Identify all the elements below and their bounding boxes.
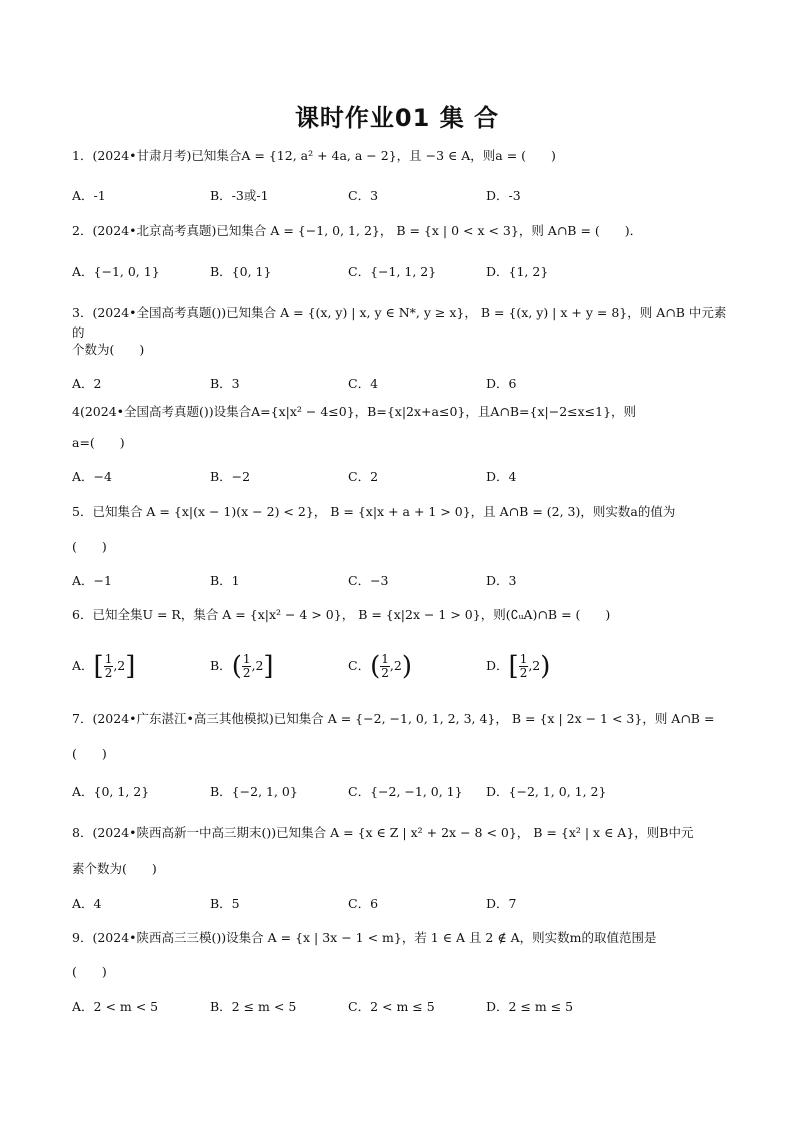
option-b: B．{0, 1} (210, 264, 272, 279)
option-d (486, 644, 550, 688)
option-b: B．3 (210, 376, 240, 391)
option-a: A．{−1, 0, 1} (72, 264, 160, 279)
question-4-stem: 4(2024•全国高考真题())设集合A={x|x² − 4≤0}，B={x|2x+a≤0}，且A∩B={x|−2≤x≤1}，则 (72, 404, 637, 419)
bracket-open: ( (370, 651, 381, 682)
numerator: 1 (381, 652, 389, 666)
bracket-close: ] (263, 651, 274, 682)
question-2-options (72, 262, 732, 284)
question-1-options (72, 186, 732, 208)
option-c: C．3 (348, 188, 379, 203)
numerator: 1 (519, 652, 528, 666)
fraction (380, 653, 390, 680)
question-1-stem: 1．(2024•甘肃月考)已知集合A = {12, a² + 4a, a − 2}，且 −3 ∈ A，则a = ( ) (72, 148, 556, 163)
option-d: D．7 (486, 896, 517, 911)
question-3-stem-cont: 个数为( ) (72, 342, 145, 357)
fraction (519, 653, 529, 680)
question-2-stem: 2．(2024•北京高考真题)已知集合 A = {−1, 0, 1, 2}， B = {x | 0 < x < 3}，则 A∩B = ( )． (72, 223, 643, 238)
option-b: B．2 ≤ m < 5 (210, 999, 297, 1014)
question-7-stem-cont: ( ) (72, 746, 107, 761)
page-title: 课时作业01 集 合 (294, 104, 500, 132)
question-6-stem: 6．已知全集U = R，集合 A = {x|x² − 4 > 0}， B = {x|2x − 1 > 0}，则(∁ᵤA)∩B = ( ) (72, 607, 611, 622)
question-8-stem-cont: 素个数为( ) (72, 861, 157, 876)
denominator: 2 (104, 666, 113, 680)
option-rest: ,2 (528, 658, 541, 673)
option-d: D．4 (486, 469, 517, 484)
numerator: 1 (242, 652, 251, 666)
bracket-close: ) (401, 651, 412, 682)
question-5-options (72, 571, 732, 593)
option-c: C．2 < m ≤ 5 (348, 999, 435, 1014)
option-letter: A． (72, 658, 94, 673)
option-b: B．{−2, 1, 0} (210, 784, 298, 799)
denominator: 2 (381, 666, 389, 680)
option-rest: ,2 (251, 658, 264, 673)
option-a: A．4 (72, 896, 102, 911)
option-a (72, 644, 135, 688)
question-9-options (72, 997, 732, 1019)
option-b: B．1 (210, 573, 240, 588)
question-4-stem-cont: a=( ) (72, 435, 125, 450)
question-7-options (72, 782, 732, 804)
numerator: 1 (104, 652, 113, 666)
option-d: D．2 ≤ m ≤ 5 (486, 999, 574, 1014)
question-6-options (72, 644, 732, 688)
option-letter: C． (348, 658, 371, 673)
option-rest: ,2 (389, 658, 402, 673)
question-8-options (72, 894, 732, 916)
option-b: B．-3或-1 (210, 188, 269, 203)
bracket-open: ( (231, 651, 242, 682)
option-b: B．−2 (210, 469, 251, 484)
question-9-stem-cont: ( ) (72, 964, 107, 979)
question-3-stem: 3．(2024•全国高考真题())已知集合 A = {(x, y) | x, y ∈ N*, y ≥ x}， B = {(x, y) | x + y = 8}，则 A∩B 中元素的 (72, 305, 727, 340)
option-d: D．{−2, 1, 0, 1, 2} (486, 784, 607, 799)
option-b: B．5 (210, 896, 240, 911)
option-d: D．-3 (486, 188, 521, 203)
option-a: A．2 (72, 376, 102, 391)
question-9-stem: 9．(2024•陕西高三三模())设集合 A = {x | 3x − 1 < m}，若 1 ∈ A 且 2 ∉ A，则实数m的取值范围是 (72, 930, 657, 945)
option-c: C．{−2, −1, 0, 1} (348, 784, 463, 799)
option-a: A．-1 (72, 188, 106, 203)
option-a: A．−1 (72, 573, 112, 588)
option-a: A．{0, 1, 2} (72, 784, 150, 799)
option-d: D．6 (486, 376, 517, 391)
question-4-options (72, 467, 732, 489)
option-d: D．{1, 2} (486, 264, 549, 279)
denominator: 2 (519, 666, 528, 680)
question-8-stem: 8．(2024•陕西高新一中高三期末())已知集合 A = {x ∈ Z | x² + 2x − 8 < 0}， B = {x² | x ∈ A}，则B中元 (72, 825, 694, 840)
option-c: C．4 (348, 376, 379, 391)
question-5-stem-cont: ( ) (72, 539, 107, 554)
bracket-open: [ (93, 651, 104, 682)
option-c (348, 644, 412, 688)
question-5-stem: 5．已知集合 A = {x|(x − 1)(x − 2) < 2}， B = {x|x + a + 1 > 0}，且 A∩B = (2, 3)，则实数a的值为 (72, 504, 676, 519)
option-rest: ,2 (113, 658, 126, 673)
option-letter: D． (486, 658, 509, 673)
question-3-options (72, 374, 732, 396)
option-a: A．2 < m < 5 (72, 999, 159, 1014)
option-letter: B． (210, 658, 232, 673)
option-b (210, 644, 274, 688)
fraction (104, 653, 114, 680)
option-c: C．{−1, 1, 2} (348, 264, 437, 279)
option-c: C．6 (348, 896, 379, 911)
question-7-stem: 7．(2024•广东湛江•高三其他模拟)已知集合 A = {−2, −1, 0, 1, 2, 3, 4}， B = {x | 2x − 1 < 3}，则 A∩B = (72, 711, 715, 726)
option-d: D．3 (486, 573, 517, 588)
option-c: C．2 (348, 469, 379, 484)
bracket-close: ) (540, 651, 551, 682)
option-a: A．−4 (72, 469, 112, 484)
bracket-open: [ (508, 651, 519, 682)
option-c: C．−3 (348, 573, 389, 588)
denominator: 2 (242, 666, 251, 680)
bracket-close: ] (125, 651, 136, 682)
